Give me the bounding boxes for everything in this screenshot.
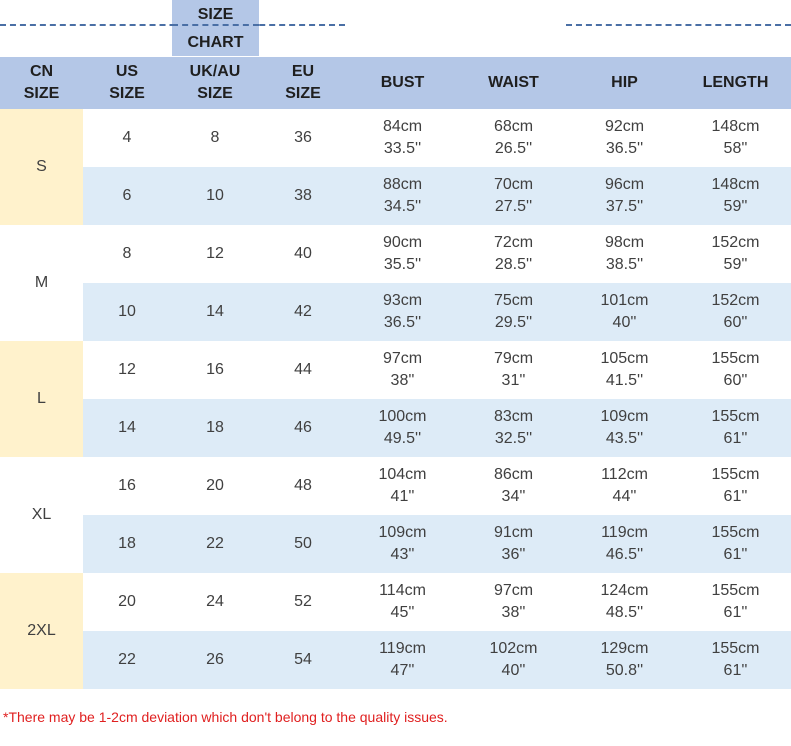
bust-cell: [347, 109, 458, 167]
hip-inch: 36.5'': [605, 140, 644, 157]
bust-inch: 33.5'': [383, 140, 422, 157]
uk-size-cell: 18: [171, 399, 259, 457]
length-cell: [680, 457, 791, 515]
bust-cell: [347, 573, 458, 631]
us-size-cell: 8: [122, 245, 132, 262]
waist-cell: [458, 573, 569, 631]
waist-cell: [458, 109, 569, 167]
length-inch: 60'': [723, 372, 748, 389]
size-chart-table: [0, 57, 791, 689]
length-cm: 155cm: [711, 350, 760, 367]
length-cm: 155cm: [711, 408, 760, 425]
length-cm: 155cm: [711, 466, 760, 483]
cn-size-cell: S: [0, 109, 83, 225]
uk-size-cell: 8: [210, 129, 220, 146]
hip-inch: 37.5'': [605, 198, 644, 215]
bust-cell: [347, 515, 458, 573]
eu-size-cell: 50: [259, 515, 347, 573]
hip-cell: [569, 283, 680, 341]
bust-cell: [347, 399, 458, 457]
cn-size-cell: L: [0, 341, 83, 457]
uk-size-cell: 14: [171, 283, 259, 341]
table-row: [0, 457, 791, 515]
waist-inch: 40'': [501, 662, 526, 679]
length-cm: 152cm: [711, 234, 760, 251]
hip-cm: 129cm: [600, 640, 649, 657]
waist-inch: 38'': [501, 604, 526, 621]
length-cm: 155cm: [711, 582, 760, 599]
title-line-1: SIZE: [197, 6, 234, 23]
length-cell: [680, 515, 791, 573]
bust-cm: 109cm: [378, 524, 427, 541]
table-row: [0, 283, 791, 341]
hip-cm: 109cm: [600, 408, 649, 425]
waist-cm: 75cm: [493, 292, 534, 309]
header-waist: [458, 57, 569, 109]
length-inch: 61'': [723, 546, 748, 563]
bust-cell: [347, 457, 458, 515]
cn-size-cell: M: [0, 225, 83, 341]
hip-cell: [569, 399, 680, 457]
bust-cm: 90cm: [382, 234, 423, 251]
dashed-divider-right: [566, 24, 791, 26]
length-cm: 148cm: [711, 118, 760, 135]
eu-size-cell: 40: [294, 245, 312, 262]
length-inch: 59'': [723, 198, 748, 215]
us-size-cell: 10: [83, 283, 171, 341]
size-chart-title: [172, 0, 259, 56]
waist-cm: 97cm: [493, 582, 534, 599]
waist-cell: [458, 341, 569, 399]
hip-inch: 44'': [612, 488, 637, 505]
header-hip-line: HIP: [611, 74, 638, 91]
bust-cm: 88cm: [382, 176, 423, 193]
hip-cell: [569, 573, 680, 631]
waist-cm: 91cm: [493, 524, 534, 541]
hip-cm: 98cm: [604, 234, 645, 251]
length-inch: 58'': [723, 140, 748, 157]
bust-inch: 36.5'': [383, 314, 422, 331]
waist-cell: [458, 515, 569, 573]
length-cm: 152cm: [711, 292, 760, 309]
table-row: [0, 109, 791, 167]
hip-inch: 41.5'': [605, 372, 644, 389]
table-body: [0, 109, 791, 689]
header-length: [680, 57, 791, 109]
cn-size-cell: XL: [0, 457, 83, 573]
table-row: [0, 399, 791, 457]
header-eu-size-line: SIZE: [285, 85, 321, 102]
bust-inch: 34.5'': [383, 198, 422, 215]
waist-inch: 31'': [501, 372, 526, 389]
waist-cm: 83cm: [493, 408, 534, 425]
us-size-cell: 20: [118, 593, 136, 610]
header-uk-au-size: [171, 57, 259, 109]
hip-cm: 96cm: [604, 176, 645, 193]
eu-size-cell: 36: [294, 129, 312, 146]
hip-cm: 92cm: [604, 118, 645, 135]
uk-size-cell: 26: [171, 631, 259, 689]
eu-size-cell: 52: [294, 593, 312, 610]
us-size-cell: 4: [122, 129, 132, 146]
hip-cell: [569, 515, 680, 573]
hip-cell: [569, 109, 680, 167]
length-inch: 61'': [723, 430, 748, 447]
hip-inch: 46.5'': [605, 546, 644, 563]
hip-cell: [569, 341, 680, 399]
header-row: [0, 57, 791, 109]
uk-size-cell: 16: [206, 361, 224, 378]
deviation-footnote: *There may be 1-2cm deviation which don't belong to the quality issues.: [3, 709, 448, 725]
eu-size-cell: 48: [294, 477, 312, 494]
header-us-size-line: US: [115, 63, 139, 80]
bust-cm: 97cm: [382, 350, 423, 367]
length-inch: 61'': [723, 488, 748, 505]
waist-cm: 72cm: [493, 234, 534, 251]
eu-size-cell: 44: [294, 361, 312, 378]
bust-cm: 119cm: [379, 640, 426, 657]
uk-size-cell: 12: [206, 245, 224, 262]
header-us-size: [83, 57, 171, 109]
header-eu-size: [259, 57, 347, 109]
hip-inch: 50.8'': [605, 662, 644, 679]
length-cell: [680, 341, 791, 399]
hip-cell: [569, 225, 680, 283]
table-row: [0, 515, 791, 573]
table-row: [0, 573, 791, 631]
us-size-cell: 18: [83, 515, 171, 573]
eu-size-cell: 46: [259, 399, 347, 457]
length-inch: 59'': [723, 256, 748, 273]
hip-cm: 105cm: [600, 350, 649, 367]
header-bust-line: BUST: [380, 74, 425, 91]
bust-cm: 100cm: [378, 408, 427, 425]
hip-inch: 40'': [612, 314, 637, 331]
table-row: [0, 167, 791, 225]
bust-cell: [347, 341, 458, 399]
waist-inch: 34'': [501, 488, 526, 505]
length-cell: [680, 109, 791, 167]
waist-inch: 28.5'': [494, 256, 533, 273]
bust-inch: 43'': [390, 546, 415, 563]
us-size-cell: 6: [83, 167, 171, 225]
title-dashed-divider: [172, 24, 259, 26]
waist-cell: [458, 457, 569, 515]
header-uk-au-size-line: SIZE: [197, 85, 233, 102]
length-inch: 61'': [723, 604, 748, 621]
waist-inch: 27.5'': [494, 198, 533, 215]
us-size-cell: 16: [118, 477, 136, 494]
header-us-size-line: SIZE: [109, 85, 145, 102]
uk-size-cell: 20: [206, 477, 224, 494]
header-cn-size-line: SIZE: [23, 85, 60, 102]
length-cell: [680, 225, 791, 283]
bust-inch: 47'': [390, 662, 415, 679]
bust-cm: 93cm: [382, 292, 423, 309]
us-size-cell: 22: [83, 631, 171, 689]
waist-cell: [458, 167, 569, 225]
table-row: [0, 631, 791, 689]
length-inch: 60'': [723, 314, 748, 331]
length-cell: [680, 631, 791, 689]
table-row: [0, 341, 791, 399]
length-cell: [680, 167, 791, 225]
bust-inch: 38'': [390, 372, 415, 389]
uk-size-cell: 24: [206, 593, 224, 610]
eu-size-cell: 38: [259, 167, 347, 225]
eu-size-cell: 54: [259, 631, 347, 689]
hip-cm: 112cm: [601, 466, 648, 483]
header-length-line: LENGTH: [702, 74, 769, 91]
length-cell: [680, 283, 791, 341]
bust-cm: 84cm: [382, 118, 423, 135]
hip-cm: 124cm: [600, 582, 649, 599]
cn-size-cell: 2XL: [0, 573, 83, 689]
hip-cm: 101cm: [600, 292, 649, 309]
eu-size-cell: 42: [259, 283, 347, 341]
header-eu-size-line: EU: [291, 63, 315, 80]
header-waist-line: WAIST: [488, 74, 539, 91]
length-cm: 148cm: [711, 176, 760, 193]
waist-cm: 86cm: [493, 466, 534, 483]
waist-cm: 102cm: [489, 640, 538, 657]
waist-cm: 68cm: [493, 118, 534, 135]
waist-cell: [458, 399, 569, 457]
waist-cm: 79cm: [493, 350, 534, 367]
length-cm: 155cm: [711, 524, 760, 541]
length-cell: [680, 399, 791, 457]
bust-cell: [347, 225, 458, 283]
hip-cm: 119cm: [601, 524, 648, 541]
waist-inch: 36'': [501, 546, 526, 563]
hip-cell: [569, 631, 680, 689]
bust-inch: 45'': [390, 604, 415, 621]
uk-size-cell: 10: [171, 167, 259, 225]
hip-inch: 48.5'': [605, 604, 644, 621]
header-bust: [347, 57, 458, 109]
waist-inch: 32.5'': [494, 430, 533, 447]
length-inch: 61'': [723, 662, 748, 679]
title-line-2: CHART: [187, 34, 244, 51]
header-uk-au-size-line: UK/AU: [189, 63, 241, 80]
bust-cell: [347, 283, 458, 341]
waist-cm: 70cm: [493, 176, 534, 193]
header-hip: [569, 57, 680, 109]
uk-size-cell: 22: [171, 515, 259, 573]
bust-inch: 35.5'': [383, 256, 422, 273]
bust-cell: [347, 631, 458, 689]
waist-inch: 29.5'': [494, 314, 533, 331]
bust-inch: 41'': [390, 488, 415, 505]
bust-cm: 114cm: [379, 582, 426, 599]
hip-cell: [569, 167, 680, 225]
hip-inch: 38.5'': [605, 256, 644, 273]
table-row: [0, 225, 791, 283]
waist-cell: [458, 225, 569, 283]
header-cn-size: [0, 57, 83, 109]
length-cm: 155cm: [711, 640, 760, 657]
bust-cm: 104cm: [378, 466, 427, 483]
us-size-cell: 12: [118, 361, 136, 378]
waist-inch: 26.5'': [494, 140, 533, 157]
header-cn-size-line: CN: [29, 63, 54, 80]
bust-inch: 49.5'': [383, 430, 422, 447]
length-cell: [680, 573, 791, 631]
hip-inch: 43.5'': [605, 430, 644, 447]
waist-cell: [458, 631, 569, 689]
us-size-cell: 14: [83, 399, 171, 457]
hip-cell: [569, 457, 680, 515]
waist-cell: [458, 283, 569, 341]
bust-cell: [347, 167, 458, 225]
